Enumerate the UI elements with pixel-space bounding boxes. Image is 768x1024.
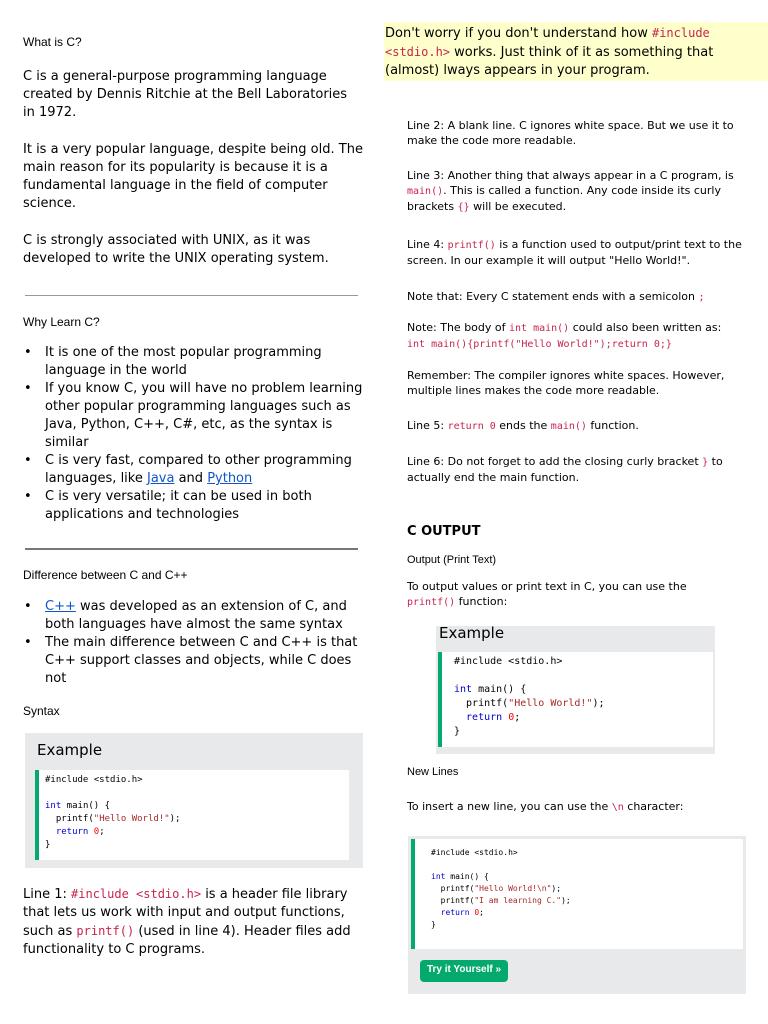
why-learn-heading: Why Learn C? [23,315,100,329]
python-link[interactable]: Python [207,471,253,486]
divider-2 [25,548,358,550]
semicolon-note: Note that: Every C statement ends with a semicolon ; [407,290,705,303]
line1-explanation: Line 1: #include <stdio.h> is a header file library that lets us work with input and output functions, such as printf() (used in line 4). Header files add functionality to C programs. [23,887,351,957]
line3-explanation: Line 3: Another thing that always appear in a C program, is main(). This is called a function. Any code inside its curly brackets {} will be executed. [407,169,734,213]
remember-note: Remember: The compiler ignores white spaces. However, multiple lines makes the code more readable. [407,369,725,397]
cpp-link[interactable]: C++ [45,599,76,614]
line5-explanation: Line 5: return 0 ends the main() function. [407,419,639,432]
syntax-heading: Syntax [23,704,60,718]
code-block: #include <stdio.h> int main() { printf("Hello World!"); return 0; } [35,770,349,860]
list-item: • C++ was developed as an extension of C, and both languages have almost the same syntax [0,598,363,634]
new-lines-heading: New Lines [407,766,459,778]
example-title: Example [439,624,505,642]
list-item: • If you know C, you will have no problem learning other popular programming languages such as Java, Python, C++, C#, etc, as the syntax is similar [0,380,363,452]
example-title: Example [37,741,103,759]
newline-example-box [408,836,746,994]
code-block: #include <stdio.h> int main() { printf("Hello World!"); return 0; } [438,652,713,747]
example-box [25,733,363,868]
try-it-yourself-button[interactable]: Try it Yourself » [420,960,508,982]
line4-explanation: Line 4: printf() is a function used to output/print text to the screen. In our example it will output "Hello World!". [407,238,742,267]
list-item: • It is one of the most popular programming language in the world [0,344,363,380]
what-is-c-para-1: C is a general-purpose programming language created by Dennis Ritchie at the Bell Laboratories in 1972. [23,69,348,120]
output-example-box [436,626,715,754]
c-output-heading: C OUTPUT [407,524,481,539]
difference-heading: Difference between C and C++ [23,568,188,582]
code-block: #include <stdio.h> int main() { printf("Hello World!\n"); printf("I am learning C."); return 0; } [411,839,743,949]
what-is-c-para-2: It is a very popular language, despite being old. The main reason for its popularity is because it is a fundamental language in the field of computer science. [23,142,363,211]
why-learn-list [0,344,363,524]
difference-list [0,598,363,688]
list-item: • C is very versatile; it can be used in both applications and technologies [0,488,363,524]
line6-explanation: Line 6: Do not forget to add the closing curly bracket } to actually end the main function. [407,455,723,484]
divider-1 [25,295,358,296]
line2-explanation: Line 2: A blank line. C ignores white space. But we use it to make the code more readable. [407,119,734,147]
output-explanation: To output values or print text in C, you can use the printf() function: [407,580,687,608]
new-line-explanation: To insert a new line, you can use the \n character: [407,800,684,813]
output-subheading: Output (Print Text) [407,554,497,566]
list-item: • C is very fast, compared to other programming languages, like Java and Python [0,452,363,488]
list-item: • The main difference between C and C++ is that C++ support classes and objects, while C does not [0,634,363,688]
body-note: Note: The body of int main() could also been written as: int main(){printf("Hello World!");return 0;} [407,321,722,350]
what-is-c-para-3: C is strongly associated with UNIX, as it was developed to write the UNIX operating system. [23,233,329,266]
java-link[interactable]: Java [146,471,175,486]
note-text: Don't worry if you don't understand how #include <stdio.h> works. Just think of it as something that (almost) lways appears in your program. [385,26,714,78]
what-is-c-heading: What is C? [23,35,82,49]
